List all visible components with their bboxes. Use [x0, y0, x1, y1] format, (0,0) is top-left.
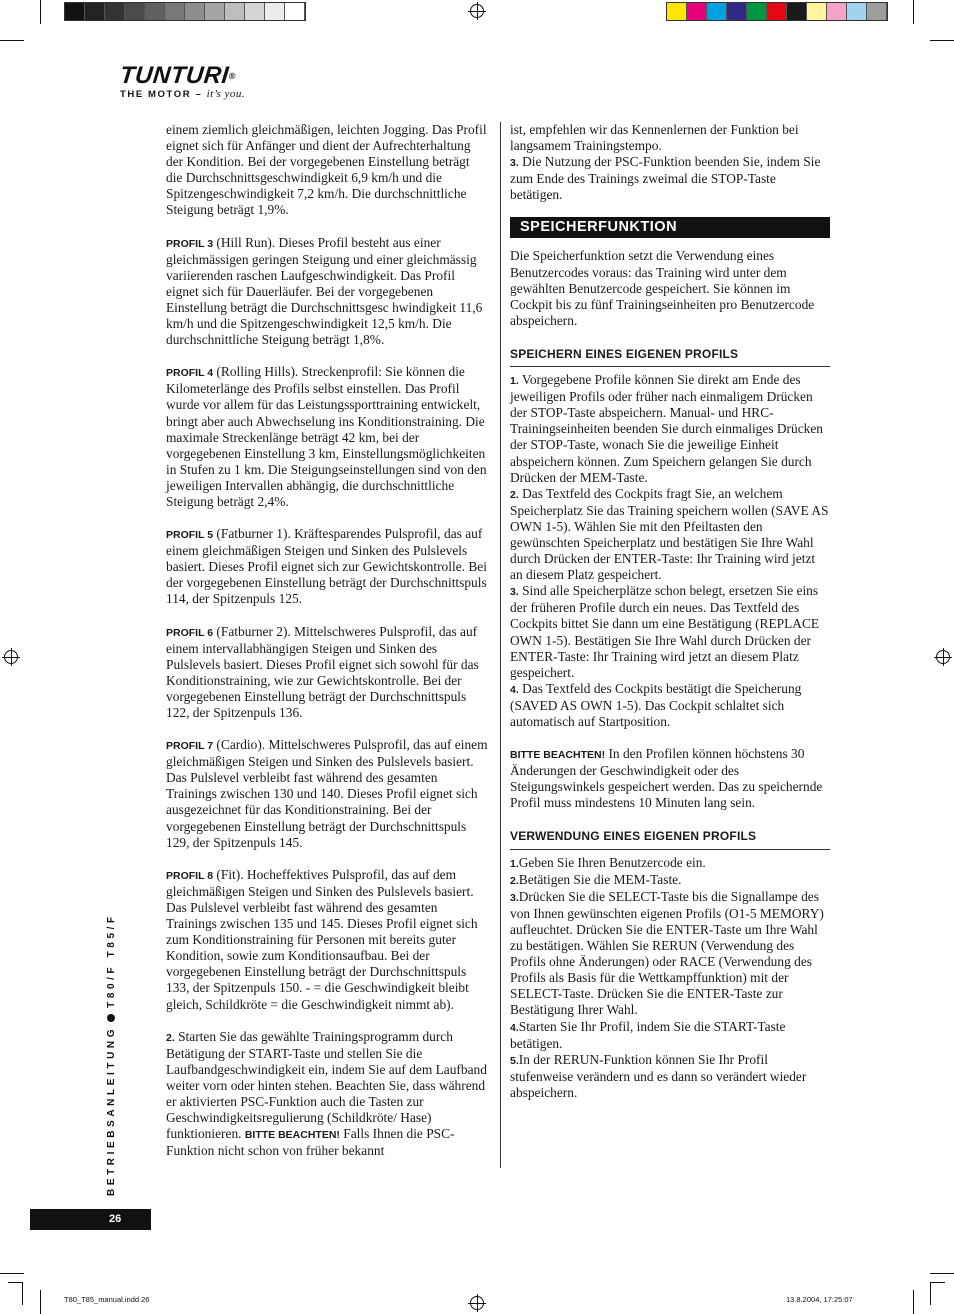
list-item-text: Das Textfeld des Cockpits bestätigt die Speicherung (SAVED AS OWN 1-5). Das Cockpit schlaltet sich automatisch auf Startposition. — [510, 680, 802, 729]
list-item-number: 4. — [510, 683, 519, 696]
process-color-swatch — [767, 3, 787, 20]
profile-3-paragraph: PROFIL 3 (Hill Run). Dieses Profil besteht aus einer gleichmässigen geringen Steigung und einer gleichmässig variierenden raschen Laufgeschwindigkeit. Das Profil eignet sich für Dauerläufer. Bei der vorgegebenen Einstellung beträgt die Durchschnittsgesc hwindigkeit 11,6 km/h und die Spitzengeschwindigkeit 12,5 km/h. Die durchschnittliche Steigung beträgt 1,8%. — [166, 234, 483, 348]
grayscale-swatch — [265, 3, 285, 20]
process-color-swatch — [867, 3, 887, 20]
list-item-number: 4. — [510, 1021, 519, 1034]
list-item-text: In der RERUN-Funktion können Sie Ihr Profil stufenweise verändern und es dann so verändert wieder abspeichern. — [510, 1051, 807, 1100]
grayscale-swatch — [225, 3, 245, 20]
list-item — [510, 1052, 830, 1101]
process-color-swatch — [847, 3, 867, 20]
process-color-swatch — [747, 3, 767, 20]
profile-7-paragraph: PROFIL 7 (Cardio). Mittelschweres Pulsprofil, das auf einem gleichmäßigen Steigen und Sinken des Pulslevels basiert. Das Pulslevel verbleibt fast während des gesamten Trainings zwischen 130 und 140. Dieses Profil eignet sich ausgezeichnet für das Konditionstraining. Bei der vorgegebenen Einstellung beträgt der Durchschnittspuls 129, der Spitzenpuls 145. — [166, 737, 488, 850]
crop-box-br — [930, 1282, 945, 1305]
list-item-text: Starten Sie Ihr Profil, indem Sie die START-Taste betätigen. — [510, 1018, 786, 1051]
slug-date: 13.8.2004, 17:25:07 — [786, 1295, 853, 1304]
crop-mark-tl-h — [0, 40, 24, 41]
subheading-use-profile: VERWENDUNG EINES EIGENEN PROFILS — [510, 828, 830, 849]
profile-8-paragraph: PROFIL 8 (Fit). Hocheffektives Pulsprofil, das auf dem gleichmäßigen Steigen und Sinken des Pulslevels basiert. Das Pulslevel verbleibt fast während des gesamten Trainings zwischen 135 und 145. Dieses Profil eignet sich zum Konditionstraining für Personen mit bereits guter Kondition, sowie zum Konditionsaufbau. Bei der vorgegebenen Einstellung beträgt der Durchschnittspuls 133, der Spitzenpuls 150. - = die Geschwindigkeit bleibt gleich, Schildkröte = die Geschwindigkeit nimmt ab). — [166, 866, 478, 1012]
process-color-swatch — [807, 3, 827, 20]
profile-4-paragraph: PROFIL 4 (Rolling Hills). Streckenprofil: Sie können die Kilometerlänge des Profils selbst einstellen. Das Profil wurde vor allem für das Leistungssporttraining entwickelt, bringt aber auch Abwechselung ins Konditionstraining. Die maximale Streckenlänge beträgt 42 km, bei der vorgegebenen Einstellung 3 km, Einstellungsmöglichkeiten in Stufen zu 1 km. Die Steigungseinstellungen sind von den jeweiligen Intervallen abhängig, die durchschnittliche Steigung beträgt 2,4%. — [166, 364, 487, 509]
step-3-paragraph: 3. Die Nutzung der PSC-Funktion beenden Sie, indem Sie zum Ende des Trainings zweimal die STOP-Taste betätigen. — [510, 154, 821, 203]
grayscale-swatch — [245, 3, 265, 20]
slug-file: T80_T85_manual.indd 26 — [64, 1295, 150, 1304]
crop-box-bl — [8, 1282, 23, 1305]
grayscale-swatch — [145, 3, 165, 20]
crop-mark-br-h — [930, 1273, 954, 1274]
list-item — [510, 583, 830, 681]
page-number-box — [30, 1209, 151, 1230]
grayscale-swatch — [105, 3, 125, 20]
list-item — [510, 681, 830, 730]
crop-mark-tr-h — [930, 40, 954, 41]
crop-mark-br-v — [913, 1290, 914, 1314]
subheading-save-profile: SPEICHERN EINES EIGENEN PROFILS — [510, 346, 830, 367]
list-item-number: 2. — [510, 488, 519, 501]
list-item — [510, 1019, 830, 1052]
grayscale-swatch — [205, 3, 225, 20]
process-color-swatch — [667, 3, 687, 20]
registration-mark-bottom — [470, 1296, 484, 1310]
profile-2-continued: einem ziemlich gleichmäßigen, leichten Jogging. Das Profil eignet sich für Anfänger und dient der Aufrechterhaltung der Kondition. Bei der vorgegebenen Einstellung beträgt die Durchschnittsgeschwindigkeit 6,9 km/h und die Spitzengeschwindigkeit 7,2 km/h. Die durchschnittliche Steigung beträgt 1,9%. — [166, 122, 487, 218]
profile-5-paragraph: PROFIL 5 (Fatburner 1). Kräftesparendes Pulsprofil, das auf einem gleichmäßigen Steigen und Sinken des Pulslevels basiert. Dieses Profil eignet sich zur Gewichtskontrolle. Bei der vorgegebenen Einstellung beträgt der Durchschnittspuls 114, der Spitzenpuls 125. — [166, 526, 487, 607]
list-item — [510, 372, 830, 486]
crop-mark-bl-v — [40, 1290, 41, 1314]
process-color-swatch — [787, 3, 807, 20]
grayscale-swatch — [165, 3, 185, 20]
list-item — [510, 486, 830, 584]
brand-logo — [120, 64, 280, 100]
step-2-paragraph: 2. Starten Sie das gewählte Trainingsprogramm durch Betätigung der START-Taste und stellen Sie die Laufbandgeschwindigkeit ein, indem Sie auf dem Laufband weiter vorn oder hinten stehen. Beachten Sie, dass während er aktivierten PSC-Funktion auch die Tasten zur Geschwindigkeitsregulierung (Schildkröte/ Hase) funktionieren. BITTE BEACHTEN! Falls Ihnen die PSC-Funktion nicht schon von früher bekannt — [166, 1028, 487, 1159]
process-color-swatch — [687, 3, 707, 20]
list-item — [510, 889, 830, 1019]
list-item — [510, 855, 830, 872]
registration-mark-top — [470, 4, 484, 18]
list-item-number: 3. — [510, 891, 519, 904]
registration-mark-right — [936, 650, 950, 664]
process-color-swatch — [727, 3, 747, 20]
list-item-text: Das Textfeld des Cockpits fragt Sie, an welchem Speicherplatz Sie das Training speichern wollen (SAVE AS OWN 1-5). Wählen Sie mit den Pfeiltasten den gewünschten Speicherplatz und bestätigen Sie Ihre Wahl durch Drücken der ENTER-Taste: Ihr Training wird jetzt an diesem Platz gespeichert. — [510, 485, 829, 583]
list-item-text: Sind alle Speicherplätze schon belegt, ersetzen Sie eins der früheren Profile durch ein neues. Das Textfeld des Cockpits bittet Sie dann um eine Bestätigung (REPLACE OWN 1-5). Bestätigen Sie Ihre Wahl durch Drücken der ENTER-Taste: Ihr Training wird jetzt an diesem Platz gespeichert. — [510, 583, 820, 680]
list-item-number: 5. — [510, 1054, 519, 1067]
grayscale-swatch — [85, 3, 105, 20]
list-item-number: 1. — [510, 857, 519, 870]
list-item-number: 2. — [510, 874, 519, 887]
section-heading-speicherfunktion: SPEICHERFUNKTION — [510, 217, 830, 238]
grayscale-swatch — [65, 3, 85, 20]
grayscale-swatch — [125, 3, 145, 20]
list-item-text: Vorgegebene Profile können Sie direkt am Ende des jeweiligen Profils oder früher nach einmaligem Drücken der STOP-Taste abspeichern. Manual- und HRC-Trainingseinheiten beenden Sie durch einmaliges Drücken der STOP-Taste, wonach Sie die jeweilige Einheit abspeichern können. Zum Speichern gelangen Sie durch Drücken der MEM-Taste. — [510, 372, 823, 485]
grayscale-swatch — [285, 3, 305, 20]
left-column — [166, 122, 488, 1159]
page-number: 26 — [109, 1213, 122, 1225]
logo-tagline: THE MOTOR – it’s you. — [120, 88, 246, 100]
bullet-dot-icon — [107, 1014, 115, 1022]
crop-mark-tl-v — [40, 0, 41, 24]
profile-6-paragraph: PROFIL 6 (Fatburner 2). Mittelschweres Pulsprofil, das auf einem intervallabhängigen Steigen und Sinken des Pulslevels basiert. Dieses Profil eignet sich sowohl für das Konditionstraining, wie zur Gewichtskontrolle. Bei der vorgegebenen Einstellung beträgt der Durchschnittspuls 122, der Spitzenpuls 136. — [166, 623, 479, 720]
process-color-swatch — [707, 3, 727, 20]
section-intro: Die Speicherfunktion setzt die Verwendung eines Benutzercodes voraus: das Training wird unter dem gewählten Benutzercode gespeichert. Sie können im Cockpit bis zu fünf Trainingseinheiten pro Benutzercode abspeichern. — [510, 248, 815, 328]
list-item-number: 1. — [510, 375, 519, 388]
note-paragraph: BITTE BEACHTEN! In den Profilen können höchstens 30 Änderungen der Geschwindigkeit oder des Steigungswinkels gespeichert werden. Das zu speichernde Profil muss mindestens 10 Minuten lang sein. — [510, 746, 823, 811]
use-profile-steps — [510, 855, 830, 1101]
list-item-text: Betätigen Sie die MEM-Taste. — [518, 871, 682, 887]
process-colorbar — [666, 2, 888, 21]
grayscale-swatch — [185, 3, 205, 20]
process-color-swatch — [827, 3, 847, 20]
list-item-number: 3. — [510, 586, 519, 599]
right-column — [510, 122, 830, 1101]
side-running-title: BETRIEBSANLEITUNGT80/F T85/F — [106, 913, 117, 1196]
logo-wordmark: TUNTURI® — [118, 62, 237, 89]
column-divider — [500, 122, 501, 1168]
crop-mark-bl-h — [0, 1273, 24, 1274]
list-item-text: Geben Sie Ihren Benutzercode ein. — [518, 854, 706, 870]
registration-mark-left — [4, 650, 18, 664]
step-2-continued: ist, empfehlen wir das Kennenlernen der Funktion bei langsamem Trainingstempo. — [510, 122, 799, 154]
save-profile-steps — [510, 372, 830, 730]
crop-mark-tr-v — [913, 0, 914, 24]
list-item — [510, 872, 830, 889]
grayscale-colorbar — [64, 2, 306, 21]
list-item-text: Drücken Sie die SELECT-Taste bis die Signallampe des von Ihnen gewünschten eigenen Profils (O1-5 MEMORY) aufleuchtet. Drücken Sie die ENTER-Taste um Ihre Wahl zu bestätigen. Wählen Sie RERUN (Verwendung des Profils ohne Änderungen) oder RACE (Verwendung des Profils als Basis für die Wettkampffunktion) mit der SELECT-Taste. Drücken Sie die ENTER-Taste zur Bestätigung Ihrer Wahl. — [510, 888, 824, 1018]
